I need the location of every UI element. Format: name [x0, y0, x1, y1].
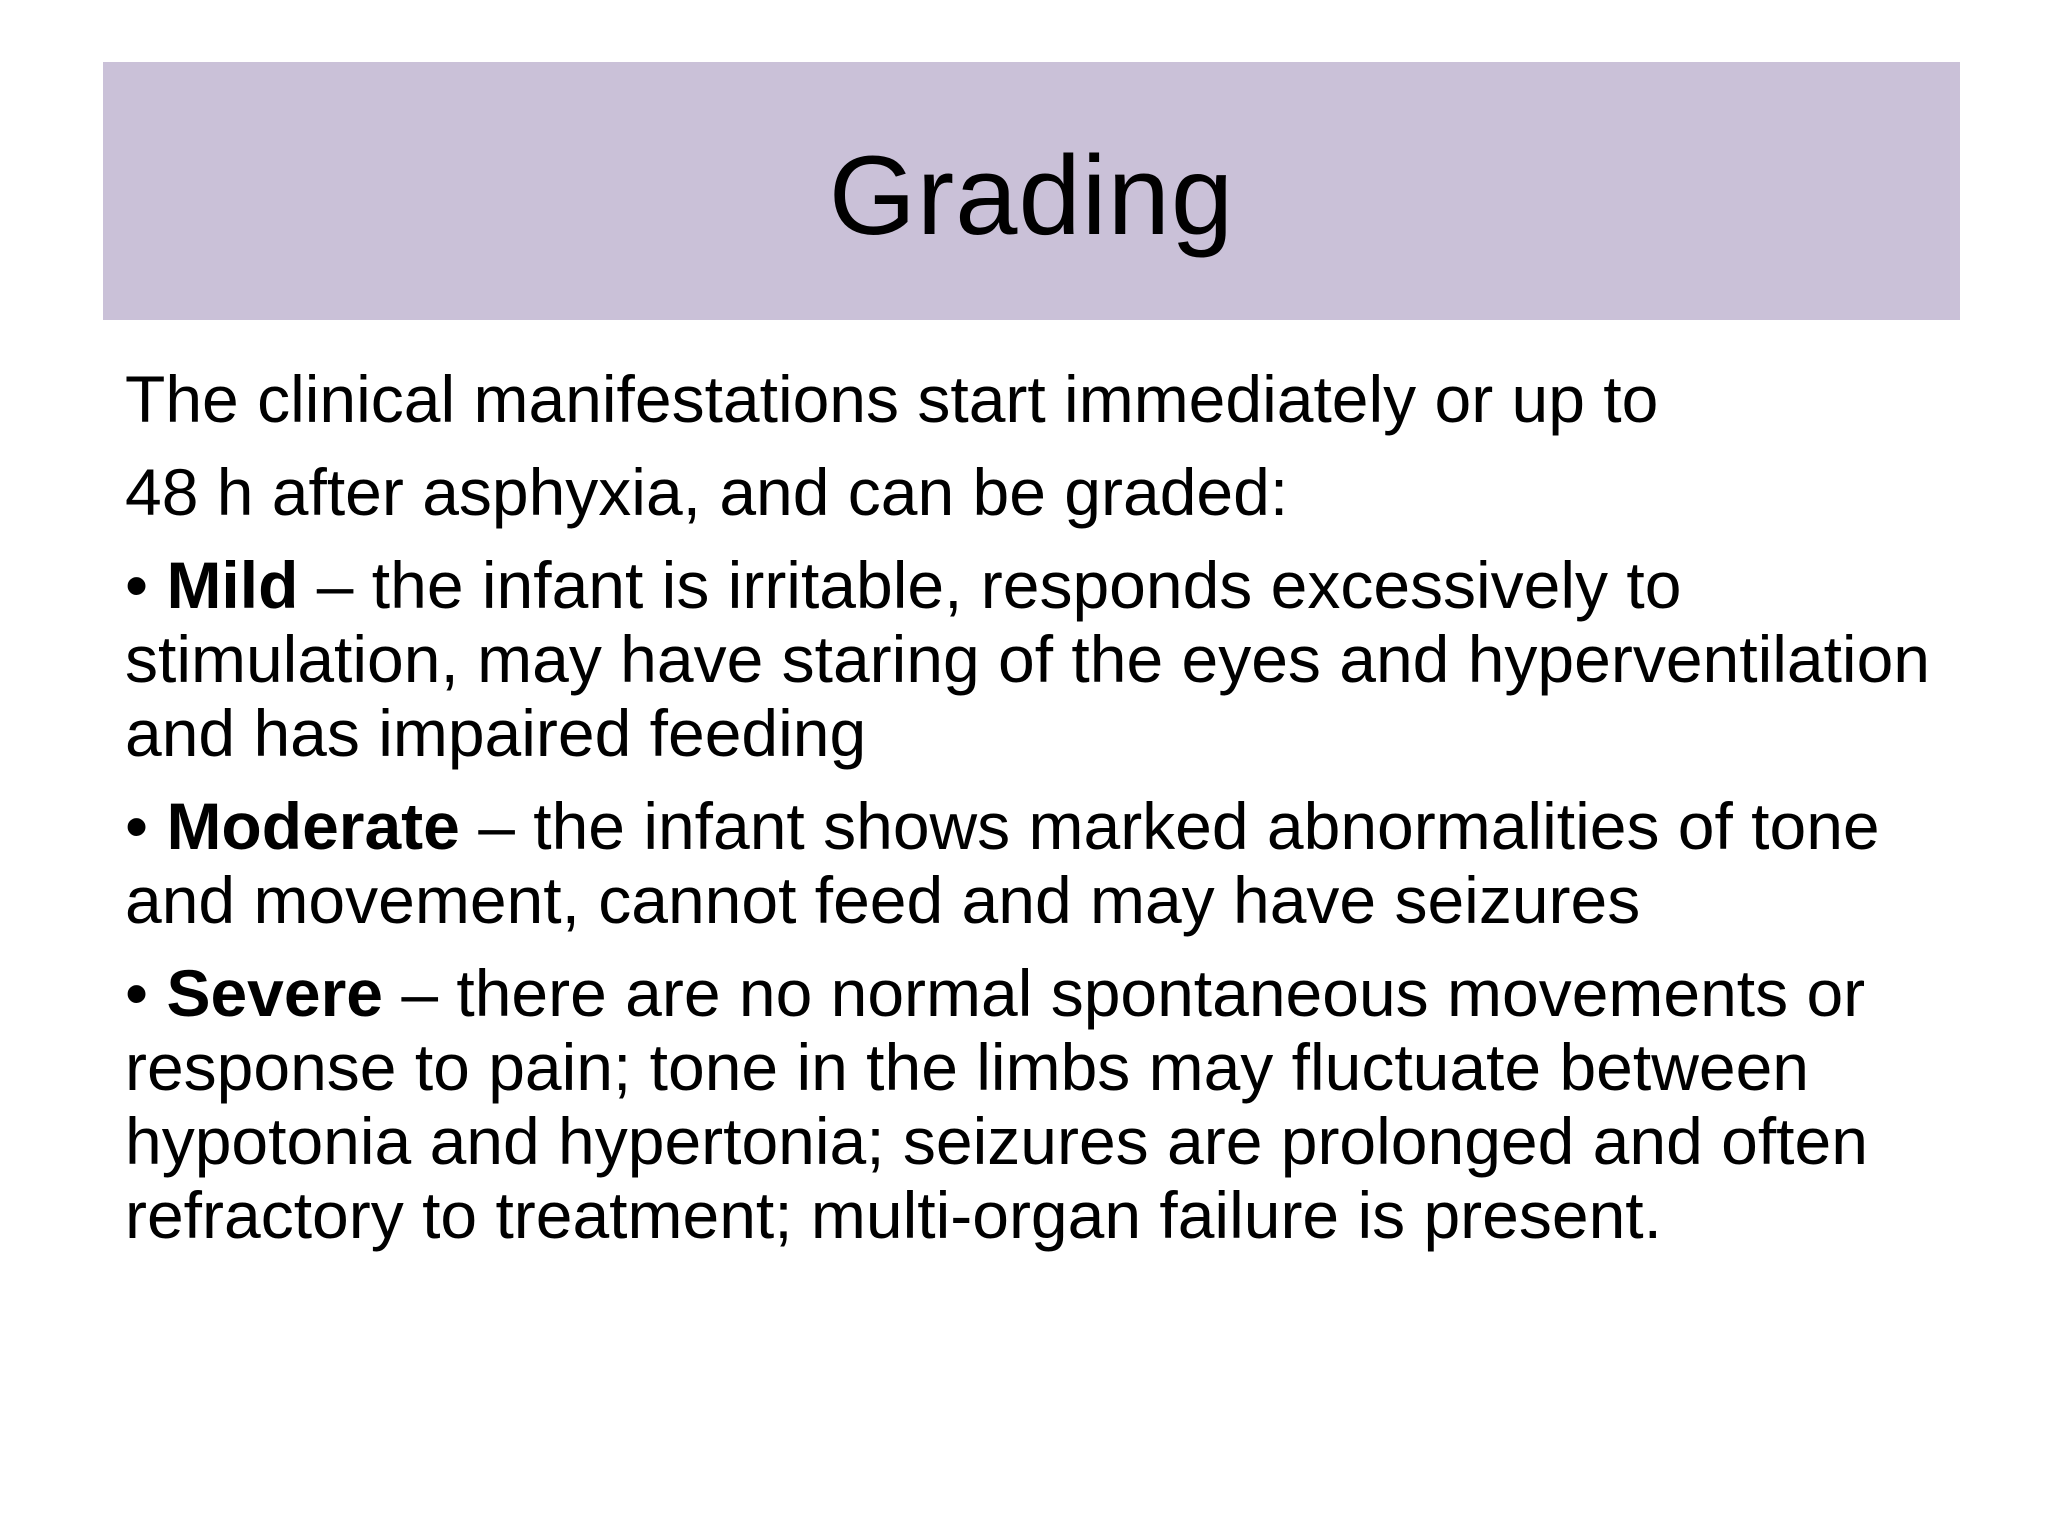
bullet-severe	[125, 956, 1955, 1252]
bullet-text-severe: – there are no normal spontaneous movements or response to pain; tone in the limbs may fluctuate between hypotonia and hypertonia; seizures are prolonged and often refractory to treatment; multi-organ failure is present.	[125, 956, 1868, 1252]
slide-title: Grading	[828, 133, 1235, 258]
bullet-marker: •	[125, 789, 149, 863]
bullet-marker: •	[125, 548, 149, 622]
bullet-term-mild: Mild	[166, 548, 299, 622]
bullet-mild	[125, 548, 1955, 770]
bullet-term-moderate: Moderate	[166, 789, 460, 863]
bullet-term-severe: Severe	[166, 956, 383, 1030]
slide-body	[125, 362, 1955, 1271]
bullet-text-mild: – the infant is irritable, responds excessively to stimulation, may have staring of the eyes and hyperventilation and has impaired feeding	[125, 548, 1931, 770]
bullet-marker: •	[125, 956, 149, 1030]
intro-line-2: 48 h after asphyxia, and can be graded:	[125, 455, 1289, 529]
intro-line-1: The clinical manifestations start immediately or up to	[125, 362, 1659, 436]
bullet-text-moderate: – the infant shows marked abnormalities of tone and movement, cannot feed and may have seizures	[125, 789, 1880, 937]
bullet-moderate	[125, 789, 1955, 937]
title-band	[103, 62, 1960, 320]
